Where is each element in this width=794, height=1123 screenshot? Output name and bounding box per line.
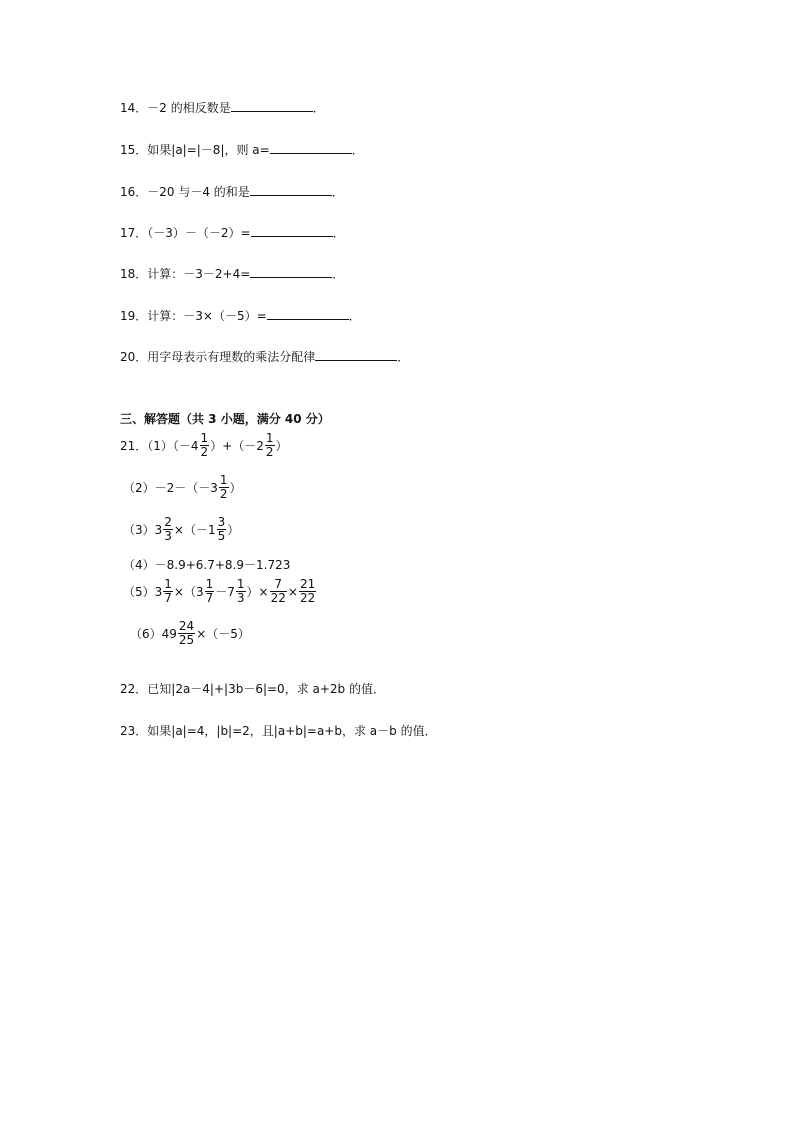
fraction: $\frac{1}{2}$ (219, 473, 228, 501)
expr-text: ×（－5） (196, 626, 250, 641)
question-text: 19．计算：－3×（－5）= (120, 309, 267, 323)
question-21-part-2 (123, 474, 242, 501)
expr-text: 21．（1）（－4 (120, 438, 199, 453)
expr-text: ×（－1 (173, 522, 216, 537)
expr-text: （5）3 (123, 584, 163, 599)
question-14 (120, 99, 325, 116)
question-end: ． (348, 309, 361, 323)
question-19 (120, 307, 361, 324)
question-16 (120, 183, 344, 200)
question-text: 15．如果|a|=|－8|，则 a= (120, 143, 270, 157)
answer-blank[interactable] (270, 141, 352, 154)
expr-text: （2）－2－（－3 (123, 480, 218, 495)
answer-blank[interactable] (250, 265, 332, 278)
question-21-part-4 (123, 557, 290, 573)
question-18 (120, 265, 344, 282)
question-end: ． (397, 350, 410, 364)
question-21-part-1 (120, 432, 288, 459)
answer-blank[interactable] (231, 99, 313, 112)
question-end: ． (332, 267, 345, 281)
question-text: 16．－20 与－4 的和是 (120, 185, 250, 199)
answer-blank[interactable] (250, 183, 332, 196)
expr-text: ）× (246, 584, 269, 599)
question-17 (120, 224, 345, 241)
expr-text: ） (229, 480, 242, 495)
fraction: $\frac{21}{22}$ (299, 577, 316, 605)
question-end: ． (312, 101, 325, 115)
expr-text: ） (227, 522, 240, 537)
expr-text: ×（3 (173, 584, 204, 599)
question-15 (120, 141, 364, 158)
answer-blank[interactable] (267, 307, 349, 320)
question-21-part-5 (123, 578, 317, 605)
question-21-part-3 (123, 516, 239, 543)
fraction: $\frac{1}{7}$ (205, 577, 214, 605)
question-text: 14．－2 的相反数是 (120, 101, 231, 115)
question-end: ． (332, 226, 345, 240)
expr-text: －7 (215, 584, 235, 599)
fraction: $\frac{24}{25}$ (178, 619, 195, 647)
expr-text: ）+（－2 (210, 438, 264, 453)
question-21-part-6 (130, 620, 250, 647)
answer-blank[interactable] (315, 348, 397, 361)
expr-text: （3）3 (123, 522, 163, 537)
answer-blank[interactable] (251, 224, 333, 237)
expr-text: （4）－8.9+6.7+8.9－1.723 (123, 558, 291, 572)
question-end: ． (351, 143, 364, 157)
question-20 (120, 348, 409, 365)
section-title: 三、解答题（共 3 小题，满分 40 分） (120, 412, 330, 426)
fraction: $\frac{7}{22}$ (270, 577, 286, 605)
expr-text: ） (275, 438, 288, 453)
question-23: 23．如果|a|=4，|b|=2，且|a+b|=a+b，求 a－b 的值． (120, 724, 437, 738)
expr-text: （6）49 (130, 626, 177, 641)
expr-text: × (287, 584, 298, 599)
question-end: ． (331, 185, 344, 199)
fraction: $\frac{1}{7}$ (164, 577, 172, 605)
question-text: 18．计算：－3－2+4= (120, 267, 251, 281)
fraction: $\frac{1}{2}$ (265, 431, 274, 459)
question-text: 20．用字母表示有理数的乘法分配律 (120, 350, 316, 364)
fraction: $\frac{2}{3}$ (164, 515, 172, 543)
question-text: 17．（－3）－（－2）= (120, 226, 251, 240)
fraction: $\frac{1}{2}$ (200, 431, 209, 459)
question-22: 22．已知|2a－4|+|3b－6|=0，求 a+2b 的值． (120, 682, 385, 696)
fraction: $\frac{3}{5}$ (217, 515, 226, 543)
fraction: $\frac{1}{3}$ (236, 577, 245, 605)
